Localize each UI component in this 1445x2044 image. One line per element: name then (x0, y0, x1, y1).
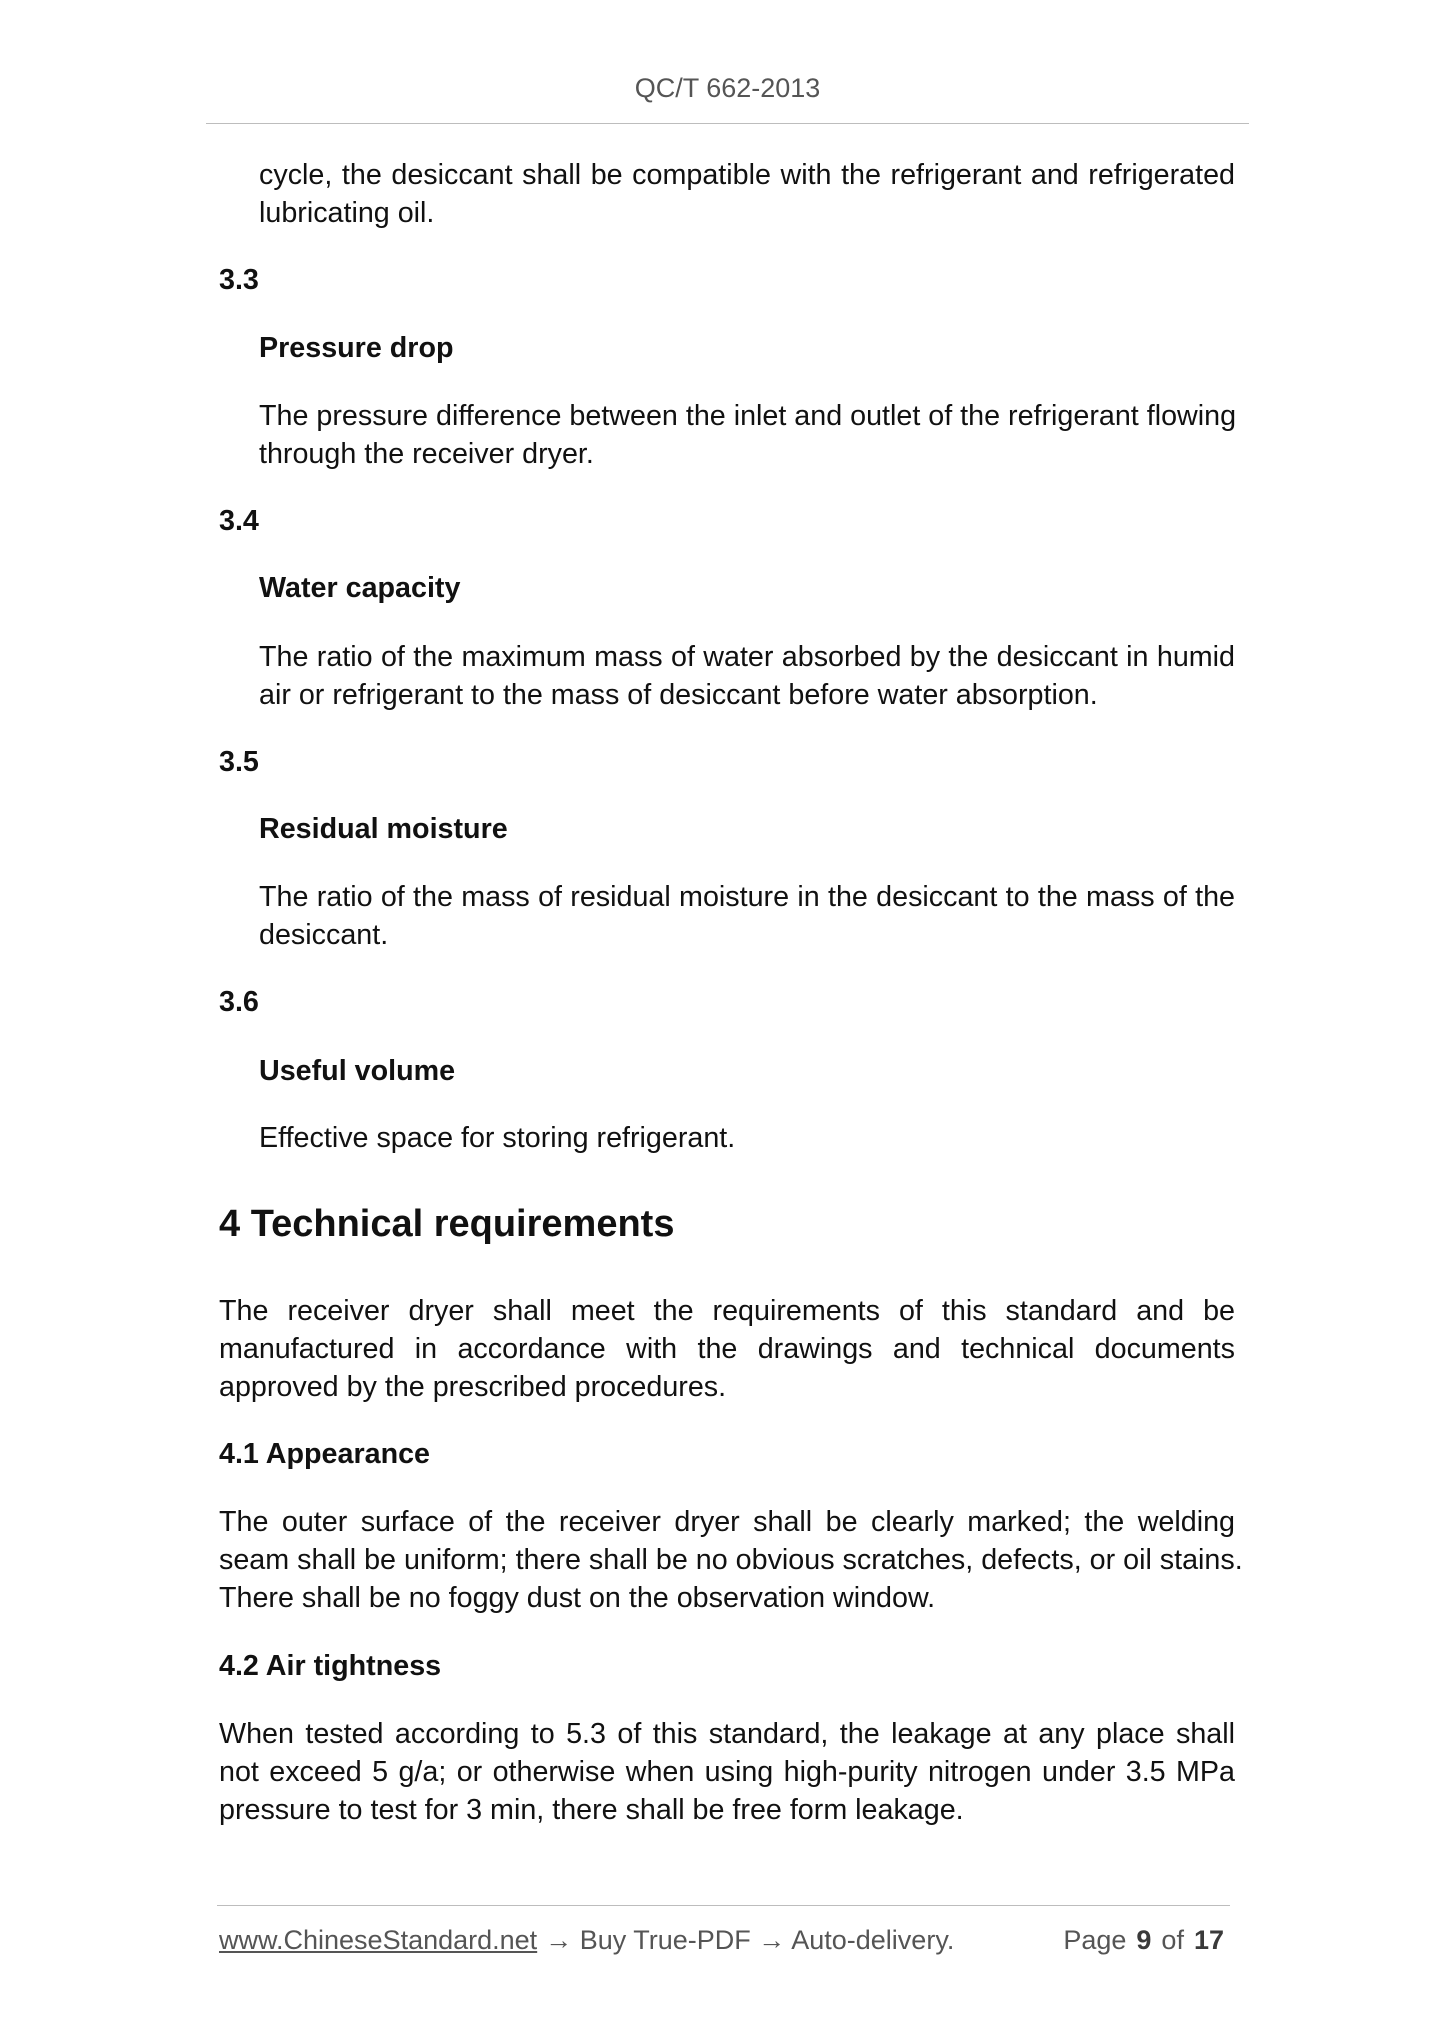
term-title (259, 810, 1235, 848)
paragraph-line: The ratio of the mass of residual moisture in the desiccant to the mass of the (259, 881, 1235, 913)
paragraph-line: desiccant. (259, 919, 389, 951)
subsection-heading (219, 1647, 1235, 1685)
footer-promo (219, 1923, 954, 1957)
paragraph-line: pressure to test for 3 min, there shall be free form leakage. (219, 1794, 964, 1826)
subsection-heading-text: 4.1 Appearance (219, 1438, 431, 1470)
term-title (259, 329, 1235, 367)
subsection-paragraph (219, 1715, 1235, 1829)
paragraph-line: manufactured in accordance with the drawings and technical documents (219, 1333, 1235, 1365)
of-label: of (1161, 1925, 1184, 1955)
subsection-paragraph (219, 1503, 1243, 1617)
term-title (259, 569, 1235, 607)
continued-paragraph (259, 156, 1235, 232)
clause-number (219, 743, 1235, 781)
footer-divider (217, 1905, 1230, 1906)
paragraph-line: Effective space for storing refrigerant. (259, 1122, 736, 1154)
term-definition (259, 638, 1235, 714)
page-header (206, 71, 1249, 105)
term-title-text: Pressure drop (259, 332, 454, 364)
term-definition (259, 1119, 1235, 1157)
paragraph-line: When tested according to 5.3 of this standard, the leakage at any place shall (219, 1718, 1235, 1750)
section-intro-paragraph (219, 1292, 1235, 1406)
paragraph-line: lubricating oil. (259, 197, 435, 229)
clause-number-text: 3.5 (219, 746, 259, 778)
website-link[interactable]: www.ChineseStandard.net (219, 1925, 538, 1955)
footer-promo-text: → Buy True-PDF → Auto-delivery. (545, 1925, 955, 1955)
page-number: 9 (1136, 1925, 1152, 1955)
paragraph-line: approved by the prescribed procedures. (219, 1371, 727, 1403)
paragraph-line: through the receiver dryer. (259, 438, 594, 470)
paragraph-line: The outer surface of the receiver dryer shall be clearly marked; the welding (219, 1506, 1235, 1538)
term-title-text: Residual moisture (259, 813, 508, 845)
clause-number-text: 3.6 (219, 986, 259, 1018)
subsection-heading (219, 1435, 1235, 1473)
paragraph-line: The receiver dryer shall meet the requirements of this standard and be (219, 1295, 1235, 1327)
paragraph-line: not exceed 5 g/a; or otherwise when using high-purity nitrogen under 3.5 MPa (219, 1756, 1235, 1788)
paragraph-line: air or refrigerant to the mass of desiccant before water absorption. (259, 679, 1098, 711)
clause-number (219, 502, 1235, 540)
clause-number-text: 3.4 (219, 505, 259, 537)
total-pages: 17 (1193, 1925, 1224, 1955)
term-definition (259, 397, 1235, 473)
term-title-text: Water capacity (259, 572, 461, 604)
page-indicator (1063, 1923, 1224, 1957)
clause-number (219, 261, 1235, 299)
clause-number-text: 3.3 (219, 264, 259, 296)
term-title (259, 1052, 1235, 1090)
paragraph-line: There shall be no foggy dust on the observation window. (219, 1582, 936, 1614)
term-title-text: Useful volume (259, 1055, 456, 1087)
term-definition (259, 878, 1235, 954)
page-label: Page (1063, 1925, 1127, 1955)
document-code: QC/T 662-2013 (634, 73, 821, 103)
paragraph-line: cycle, the desiccant shall be compatible with the refrigerant and refrigerated (259, 159, 1235, 191)
paragraph-line: The pressure difference between the inlet and outlet of the refrigerant flowing (259, 400, 1237, 432)
clause-number (219, 983, 1235, 1021)
section-heading: 4 Technical requirements (219, 1203, 675, 1245)
paragraph-line: The ratio of the maximum mass of water absorbed by the desiccant in humid (259, 641, 1235, 673)
subsection-heading-text: 4.2 Air tightness (219, 1650, 442, 1682)
paragraph-line: seam shall be uniform; there shall be no obvious scratches, defects, or oil stains. (219, 1544, 1243, 1576)
header-divider (206, 123, 1249, 124)
